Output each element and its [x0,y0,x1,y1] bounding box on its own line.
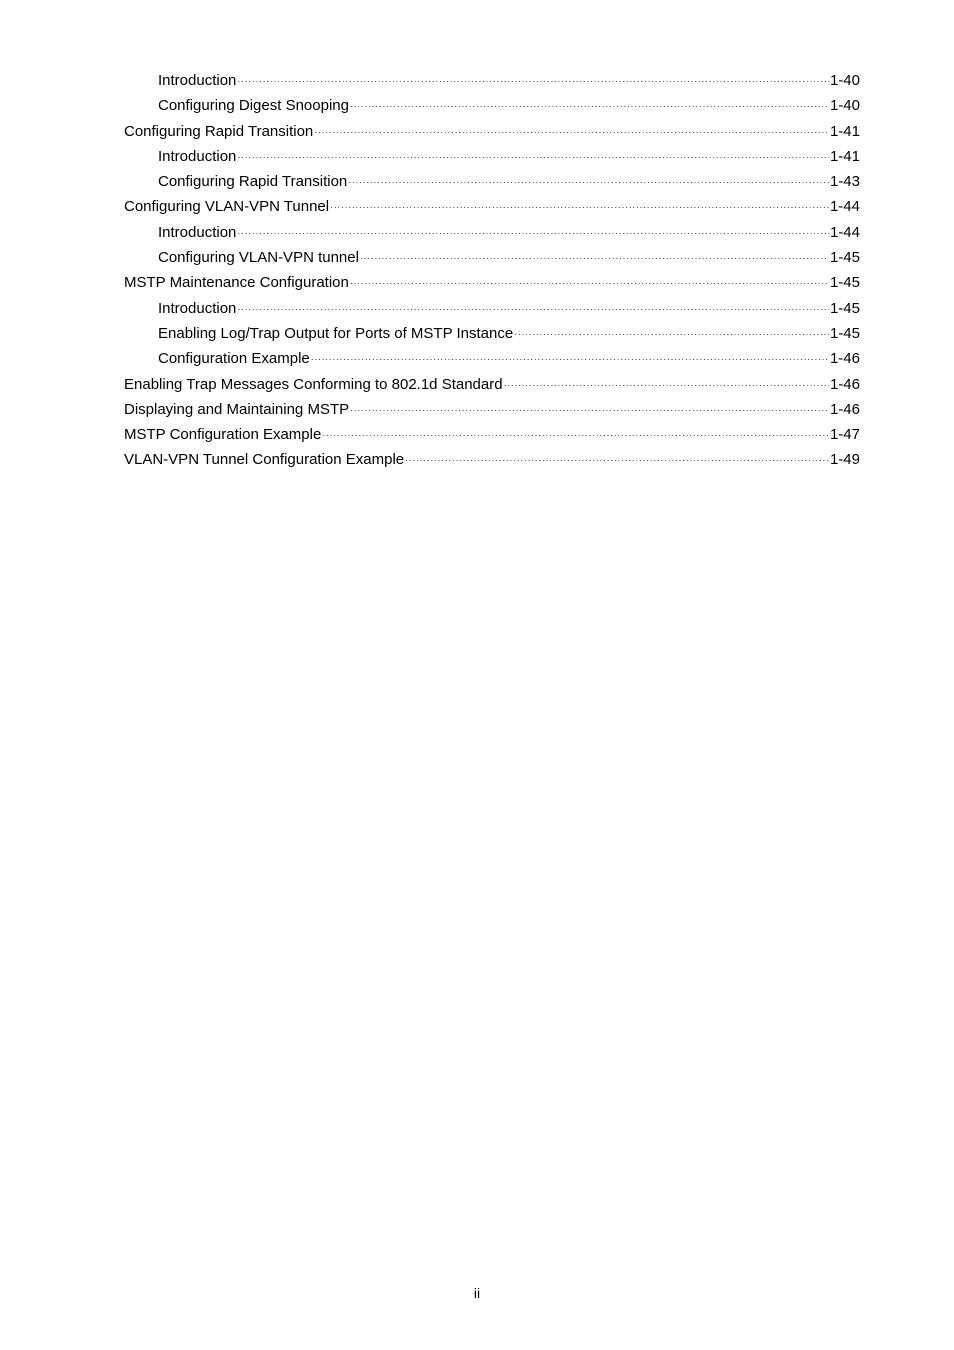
toc-entry-title: Configuring VLAN-VPN tunnel [158,249,359,267]
toc-entry-title: VLAN-VPN Tunnel Configuration Example [124,451,405,469]
toc-entry[interactable] [124,194,860,219]
toc-dot-leader [322,431,829,440]
toc-dot-leader [237,229,829,238]
toc-entry-title: Configuration Example [158,350,310,368]
toc-entry-page: 1-45 [829,249,860,267]
toc-entry-page: 1-45 [829,324,860,342]
toc-entry-page: 1-47 [829,426,860,444]
toc-entry-title: Introduction [158,223,237,241]
toc-entry-page: 1-43 [829,173,860,191]
toc-entry[interactable] [124,144,860,169]
toc-entry-title: Enabling Trap Messages Conforming to 802.1d Standard [124,375,503,393]
toc-entry[interactable] [124,422,860,447]
toc-dot-leader [314,128,829,137]
toc-dot-leader [348,178,829,187]
toc-dot-leader [237,153,829,162]
toc-entry-page: 1-49 [829,451,860,469]
toc-entry[interactable] [124,220,860,245]
toc-dot-leader [330,203,829,212]
toc-entry[interactable] [124,93,860,118]
toc-entry[interactable] [124,447,860,472]
toc-entry[interactable] [124,169,860,194]
toc-entry-page: 1-44 [829,198,860,216]
toc-dot-leader [350,406,829,415]
toc-entry-title: Introduction [158,147,237,165]
toc-entry-title: Displaying and Maintaining MSTP [124,400,350,418]
toc-entry-title: Enabling Log/Trap Output for Ports of MSTP Instance [158,324,514,342]
toc-entry-page: 1-46 [829,350,860,368]
toc-entry-title: Configuring Rapid Transition [158,173,348,191]
toc-dot-leader [237,305,829,314]
toc-dot-leader [311,355,829,364]
toc-entry-page: 1-46 [829,375,860,393]
toc-entry-page: 1-41 [829,122,860,140]
toc-entry-page: 1-40 [829,97,860,115]
toc-entry-title: Configuring VLAN-VPN Tunnel [124,198,330,216]
toc-entry-title: Configuring Rapid Transition [124,122,314,140]
toc-entry[interactable] [124,270,860,295]
toc-entry-title: MSTP Configuration Example [124,426,322,444]
toc-entry[interactable] [124,397,860,422]
toc-entry[interactable] [124,321,860,346]
toc-entry-title: Introduction [158,299,237,317]
toc-entry-title: MSTP Maintenance Configuration [124,274,349,292]
toc-dot-leader [350,102,829,111]
toc-entry-page: 1-45 [829,299,860,317]
toc-entry-page: 1-41 [829,147,860,165]
toc-entry[interactable] [124,346,860,371]
toc-dot-leader [405,456,829,465]
toc-entry-title: Configuring Digest Snooping [158,97,349,115]
toc-entry[interactable] [124,119,860,144]
table-of-contents [124,68,860,473]
toc-dot-leader [350,279,829,288]
toc-entry-page: 1-44 [829,223,860,241]
toc-entry-page: 1-40 [829,72,860,89]
toc-entry[interactable] [124,296,860,321]
toc-dot-leader [237,77,829,86]
toc-dot-leader [504,381,829,390]
toc-dot-leader [514,330,829,339]
toc-entry[interactable] [124,245,860,270]
toc-dot-leader [360,254,829,263]
toc-entry-title: Introduction [158,72,237,89]
toc-entry[interactable] [124,68,860,93]
page-number: ii [473,1285,481,1301]
toc-entry-page: 1-46 [829,400,860,418]
toc-entry[interactable] [124,372,860,397]
toc-entry-page: 1-45 [829,274,860,292]
